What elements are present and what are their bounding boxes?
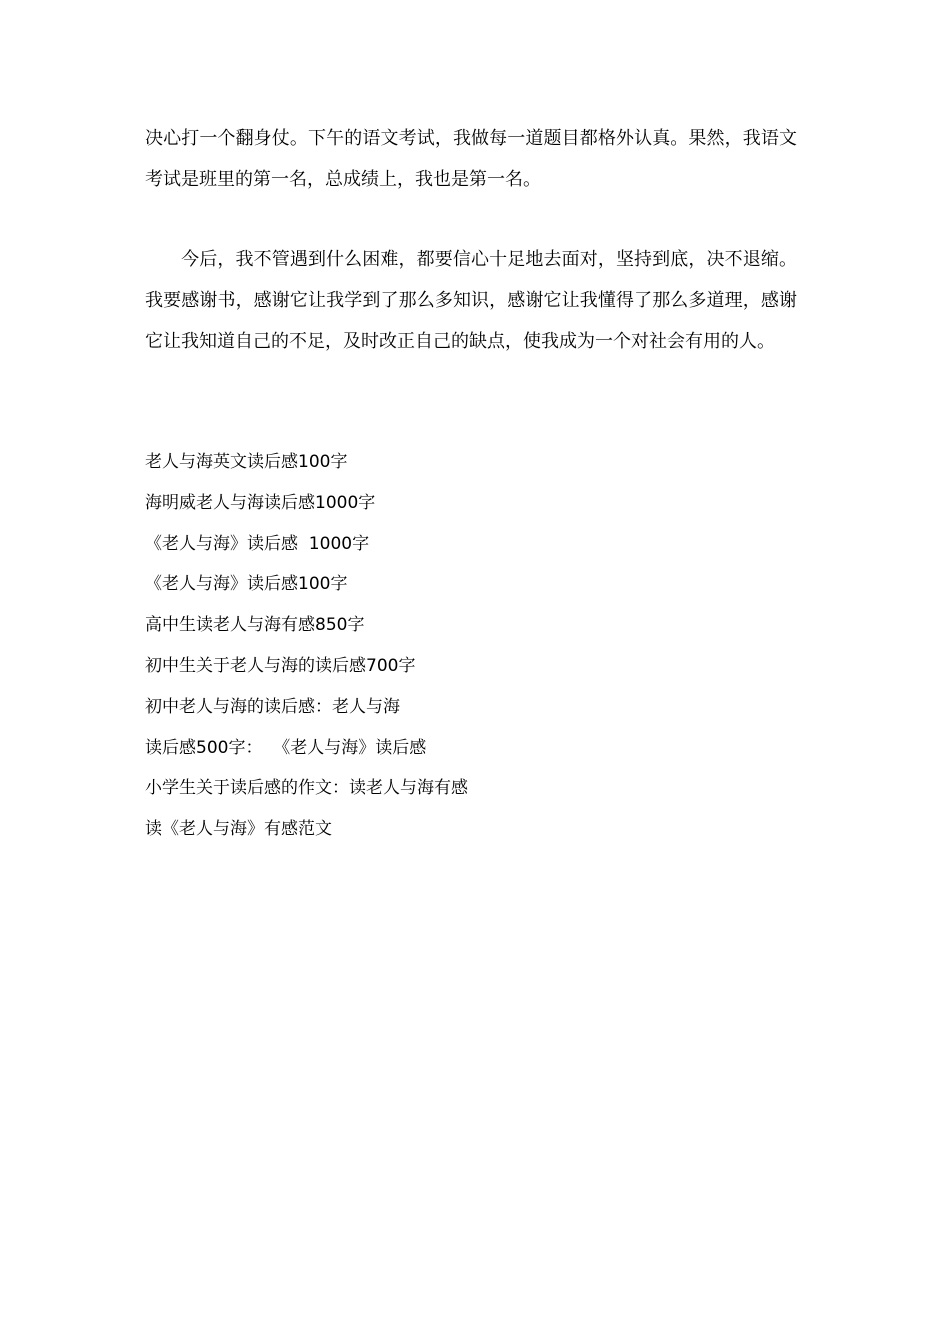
paragraph-text: 决心打一个翻身仗。下午的语文考试，我做每一道题目都格外认真。果然，我语文考试是班里的第一名，总成绩上，我也是第一名。 <box>145 128 797 190</box>
paragraph-text: 今后，我不管遇到什么困难，都要信心十足地去面对，坚持到底，决不退缩。我要感谢书，感谢它让我学到了那么多知识，感谢它让我懂得了那么多道理，感谢它让我知道自己的不足，及时改正自己的缺点，使我成为一个对社会有用的人。 <box>145 249 797 352</box>
body-paragraph <box>145 239 797 362</box>
related-article-link[interactable]: 小学生关于读后感的作文：读老人与海有感 <box>145 778 468 799</box>
related-article-link[interactable]: 读《老人与海》有感范文 <box>145 819 332 840</box>
related-article-link[interactable]: 《老人与海》读后感 1000字 <box>145 533 370 554</box>
related-article-link[interactable]: 老人与海英文读后感100字 <box>145 452 348 472</box>
related-article-link[interactable]: 高中生读老人与海有感850字 <box>145 615 365 636</box>
related-article-link[interactable]: 《老人与海》读后感100字 <box>145 574 348 595</box>
related-article-link[interactable]: 初中老人与海的读后感：老人与海 <box>145 696 400 717</box>
related-article-link[interactable]: 初中生关于老人与海的读后感700字 <box>145 655 416 676</box>
related-article-link[interactable]: 海明威老人与海读后感1000字 <box>145 492 376 513</box>
related-article-link[interactable]: 读后感500字： 《老人与海》读后感 <box>145 737 427 758</box>
related-articles-list <box>145 442 805 850</box>
body-paragraph <box>145 118 797 200</box>
